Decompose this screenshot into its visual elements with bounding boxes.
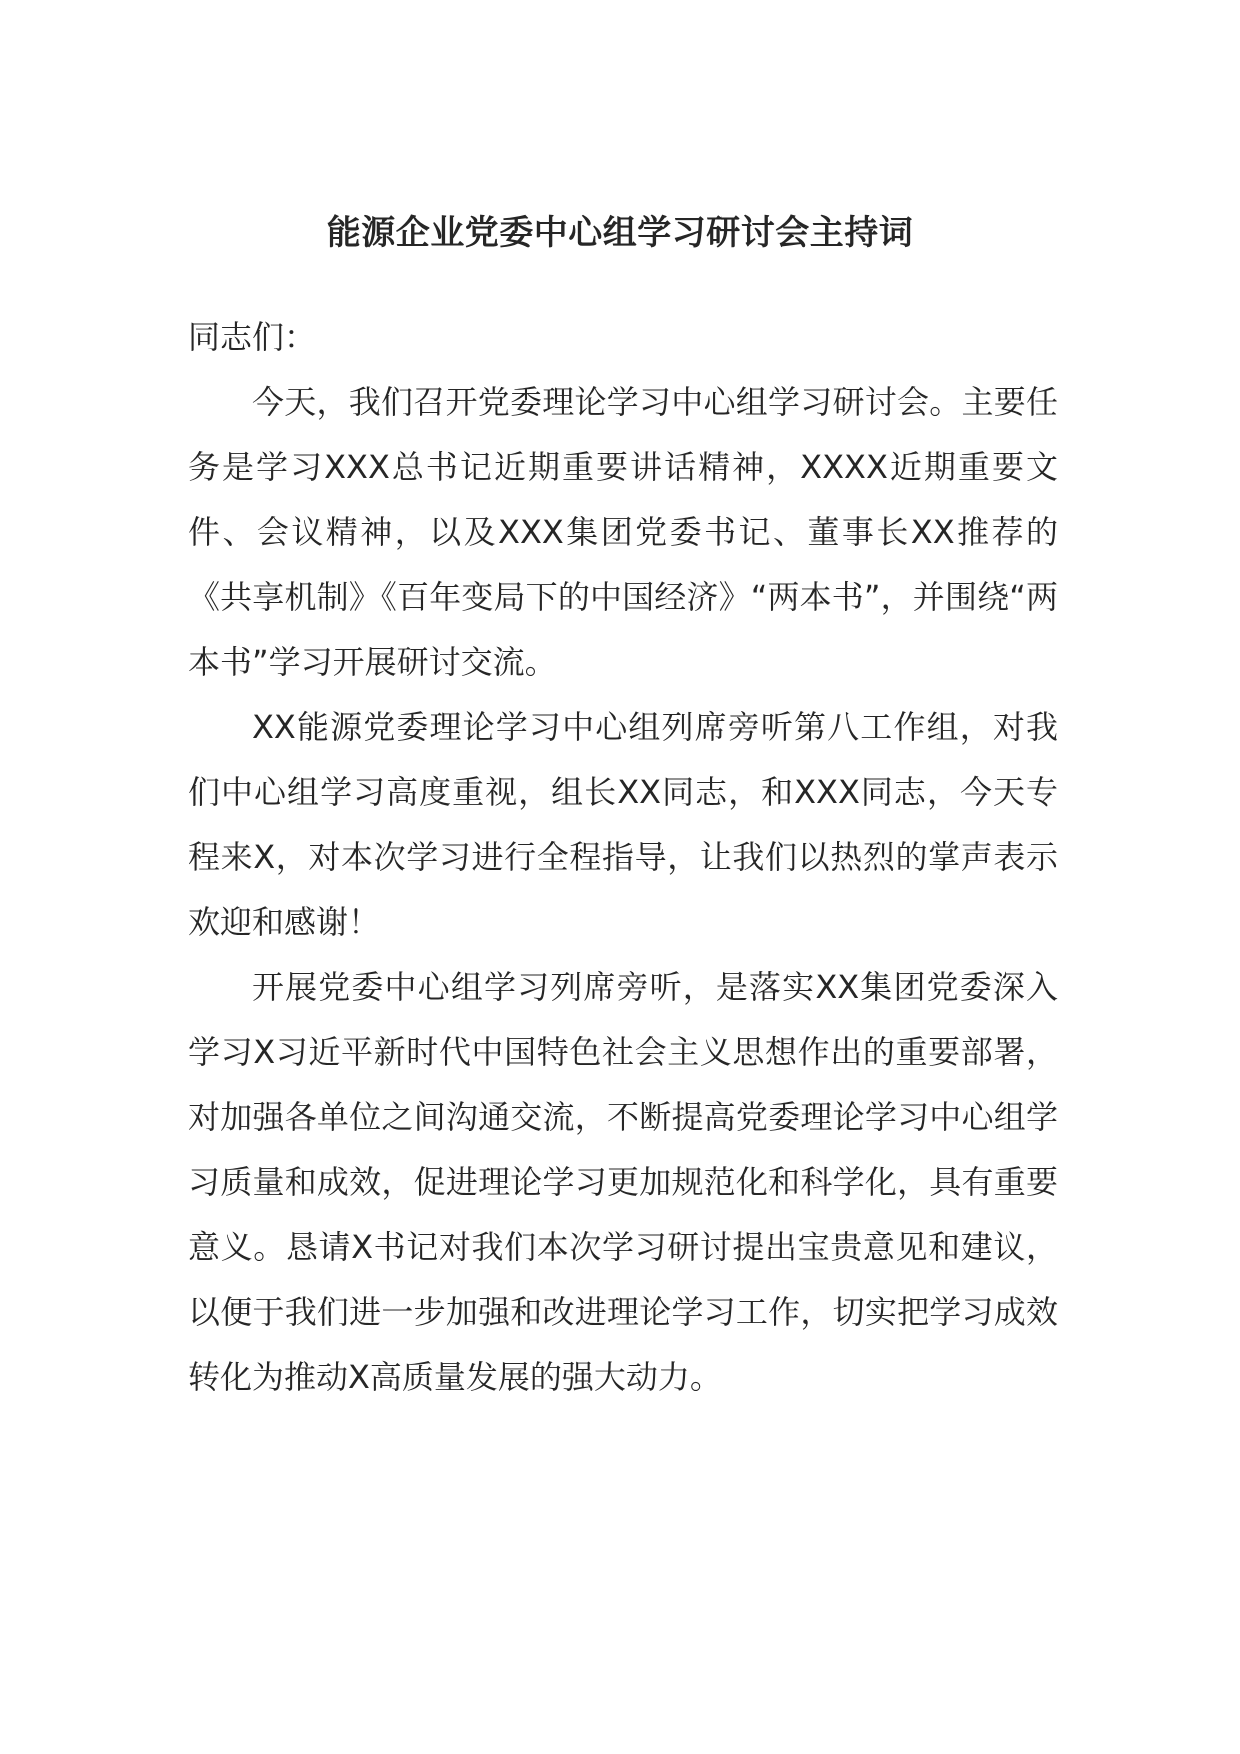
paragraph-3: 开展党委中心组学习列席旁听，是落实XX集团党委深入学习X习近平新时代中国特色社会主义思想作出的重要部署，对加强各单位之间沟通交流，不断提高党委理论学习中心组学习质量和成效，促进理论学习更加规范化和科学化，具有重要意义。恳请X书记对我们本次学习研讨提出宝贵意见和建议，以便于我们进一步加强和改进理论学习工作，切实把学习成效转化为推动X高质量发展的强大动力。: [188, 968, 1058, 1396]
paragraph-1: 今天，我们召开党委理论学习中心组学习研讨会。主要任务是学习XXX总书记近期重要讲话精神，XXXX近期重要文件、会议精神，以及XXX集团党委书记、董事长XX推荐的《共享机制》《百年变局下的中国经济》“两本书”，并围绕“两本书”学习开展研讨交流。: [188, 383, 1058, 681]
document-title: 能源企业党委中心组学习研讨会主持词: [326, 213, 914, 253]
document-body: [188, 305, 1058, 1410]
paragraph-2: XX能源党委理论学习中心组列席旁听第八工作组，对我们中心组学习高度重视，组长XX同志，和XXX同志，今天专程来X，对本次学习进行全程指导，让我们以热烈的掌声表示欢迎和感谢！: [188, 708, 1058, 941]
salutation: 同志们：: [188, 318, 317, 356]
